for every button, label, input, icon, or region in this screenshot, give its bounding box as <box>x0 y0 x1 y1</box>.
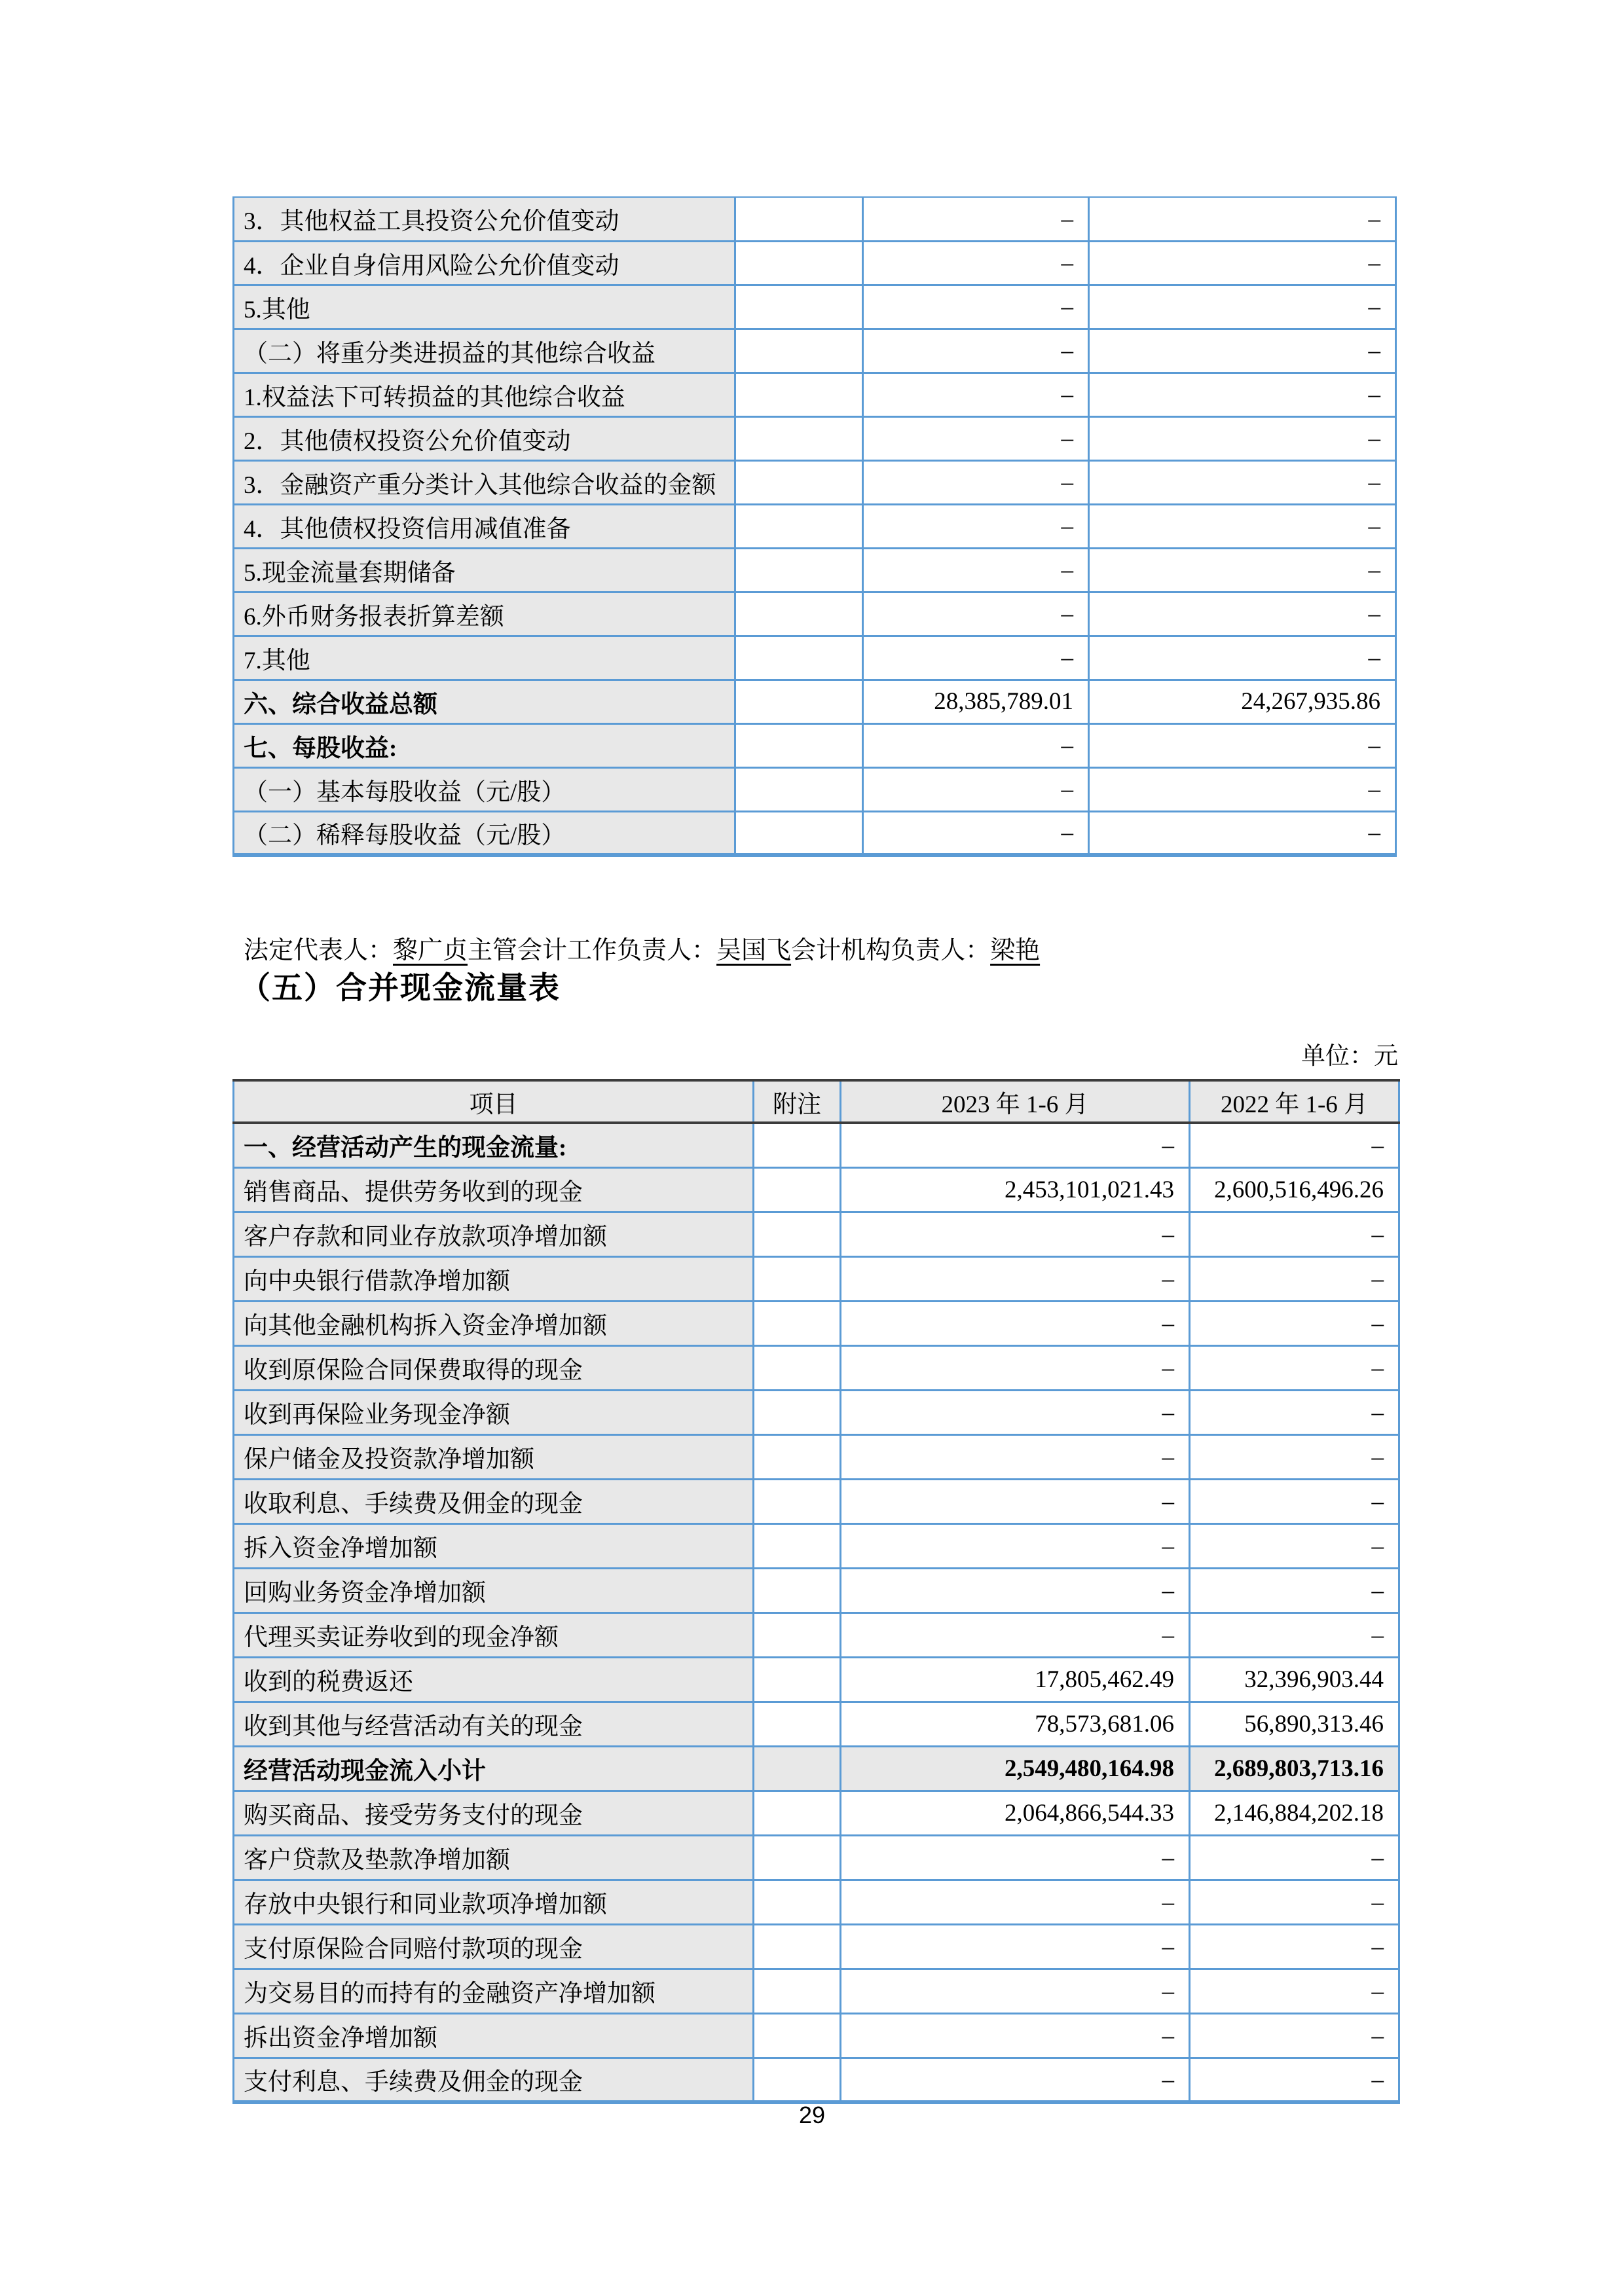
row-note-cell <box>735 504 863 548</box>
row-label: 5.其他 <box>234 285 735 329</box>
row-value-prior-period: – <box>1190 1880 1399 1924</box>
row-value-prior-period: – <box>1190 1613 1399 1657</box>
row-label: 购买商品、接受劳务支付的现金 <box>234 1791 754 1835</box>
row-value-current-period: – <box>863 592 1089 636</box>
row-note-cell <box>735 460 863 504</box>
row-label: 客户贷款及垫款净增加额 <box>234 1835 754 1880</box>
table-row <box>234 1924 1399 1969</box>
row-label: 1.权益法下可转损益的其他综合收益 <box>234 373 735 416</box>
row-value-prior-period: – <box>1190 1568 1399 1613</box>
row-label: 4．其他债权投资信用减值准备 <box>234 504 735 548</box>
row-note-cell <box>735 680 863 723</box>
row-value-prior-period: – <box>1190 1256 1399 1301</box>
row-value-current-period: – <box>841 1880 1190 1924</box>
row-value-prior-period: – <box>1089 767 1396 811</box>
row-note-cell <box>754 2058 841 2102</box>
row-label: 客户存款和同业存放款项净增加额 <box>234 1212 754 1256</box>
table-row <box>234 1880 1399 1924</box>
consolidated-cash-flow-table <box>232 1079 1400 2104</box>
row-value-prior-period: – <box>1190 1924 1399 1969</box>
row-note-cell <box>754 1613 841 1657</box>
row-note-cell <box>735 329 863 373</box>
row-label: 3．金融资产重分类计入其他综合收益的金额 <box>234 460 735 504</box>
row-note-cell <box>754 1256 841 1301</box>
table-row <box>234 1212 1399 1256</box>
row-value-prior-period: – <box>1190 2058 1399 2102</box>
row-value-prior-period: 24,267,935.86 <box>1089 680 1396 723</box>
row-value-current-period: – <box>841 2013 1190 2058</box>
row-value-prior-period: – <box>1190 1969 1399 2013</box>
legal-representative-label: 法定代表人： <box>244 937 394 964</box>
row-note-cell <box>754 1167 841 1212</box>
row-note-cell <box>735 241 863 285</box>
row-note-cell <box>754 1123 841 1167</box>
row-note-cell <box>735 723 863 767</box>
row-label: 为交易目的而持有的金融资产净增加额 <box>234 1969 754 2013</box>
row-note-cell <box>754 1791 841 1835</box>
row-label: 回购业务资金净增加额 <box>234 1568 754 1613</box>
row-label: 七、每股收益: <box>234 723 735 767</box>
column-header-2022: 2022 年 1-6 月 <box>1190 1080 1399 1123</box>
row-value-current-period: – <box>863 767 1089 811</box>
row-value-current-period: 17,805,462.49 <box>841 1657 1190 1702</box>
table-row <box>234 1969 1399 2013</box>
row-label: 收到原保险合同保费取得的现金 <box>234 1345 754 1390</box>
signatories-line <box>244 930 1040 966</box>
row-label: 存放中央银行和同业款项净增加额 <box>234 1880 754 1924</box>
row-note-cell <box>735 373 863 416</box>
row-value-current-period: 28,385,789.01 <box>863 680 1089 723</box>
row-value-current-period: – <box>841 1123 1190 1167</box>
row-label: 7.其他 <box>234 636 735 680</box>
table-row <box>234 416 1396 460</box>
row-value-current-period: – <box>841 1523 1190 1568</box>
row-value-prior-period: – <box>1089 723 1396 767</box>
row-note-cell <box>754 1924 841 1969</box>
row-value-prior-period: – <box>1089 811 1396 855</box>
row-note-cell <box>754 2013 841 2058</box>
row-value-prior-period: 2,689,803,713.16 <box>1190 1746 1399 1791</box>
row-label: 向中央银行借款净增加额 <box>234 1256 754 1301</box>
row-value-current-period: – <box>841 1390 1190 1434</box>
row-value-prior-period: – <box>1089 592 1396 636</box>
row-label: 收到的税费返还 <box>234 1657 754 1702</box>
row-value-current-period: – <box>841 1568 1190 1613</box>
row-note-cell <box>735 811 863 855</box>
table-row <box>234 1791 1399 1835</box>
row-value-current-period: – <box>863 416 1089 460</box>
table-row <box>234 2058 1399 2102</box>
row-value-current-period: – <box>841 1301 1190 1345</box>
table-row <box>234 1702 1399 1746</box>
row-value-current-period: – <box>841 1613 1190 1657</box>
table-row <box>234 1345 1399 1390</box>
accounting-head-name: 梁艳 <box>990 937 1041 964</box>
row-value-prior-period: 56,890,313.46 <box>1190 1702 1399 1746</box>
section-title: （五）合并现金流量表 <box>240 970 561 1005</box>
table-row <box>234 767 1396 811</box>
row-value-current-period: – <box>863 811 1089 855</box>
row-value-current-period: – <box>841 1924 1190 1969</box>
row-value-prior-period: – <box>1190 1345 1399 1390</box>
row-note-cell <box>754 1880 841 1924</box>
table-row <box>234 1657 1399 1702</box>
row-value-current-period: – <box>863 241 1089 285</box>
table-row <box>234 1434 1399 1479</box>
row-note-cell <box>754 1523 841 1568</box>
row-note-cell <box>754 1212 841 1256</box>
row-note-cell <box>754 1702 841 1746</box>
row-value-prior-period: – <box>1190 1835 1399 1880</box>
row-value-current-period: – <box>863 329 1089 373</box>
table-row <box>234 1523 1399 1568</box>
row-value-prior-period: – <box>1089 197 1396 241</box>
row-value-prior-period: 2,600,516,496.26 <box>1190 1167 1399 1212</box>
row-label: 经营活动现金流入小计 <box>234 1746 754 1791</box>
row-value-current-period: 78,573,681.06 <box>841 1702 1190 1746</box>
row-label: 保户储金及投资款净增加额 <box>234 1434 754 1479</box>
table-row <box>234 504 1396 548</box>
table-row <box>234 1746 1399 1791</box>
row-value-current-period: 2,453,101,021.43 <box>841 1167 1190 1212</box>
accounting-head-label: 会计机构负责人： <box>791 937 991 964</box>
row-label: 六、综合收益总额 <box>234 680 735 723</box>
row-value-prior-period: – <box>1190 1390 1399 1434</box>
row-label: 拆出资金净增加额 <box>234 2013 754 2058</box>
row-value-prior-period: – <box>1089 241 1396 285</box>
row-value-current-period: – <box>841 1434 1190 1479</box>
row-note-cell <box>754 1746 841 1791</box>
row-label: 向其他金融机构拆入资金净增加额 <box>234 1301 754 1345</box>
row-label: 支付原保险合同赔付款项的现金 <box>234 1924 754 1969</box>
row-value-current-period: – <box>863 373 1089 416</box>
table-row <box>234 592 1396 636</box>
row-label: 支付利息、手续费及佣金的现金 <box>234 2058 754 2102</box>
table-row <box>234 460 1396 504</box>
row-value-prior-period: – <box>1190 1434 1399 1479</box>
row-value-prior-period: – <box>1190 1301 1399 1345</box>
row-label: 收到其他与经营活动有关的现金 <box>234 1702 754 1746</box>
row-value-prior-period: – <box>1089 373 1396 416</box>
row-label: （一）基本每股收益（元/股） <box>234 767 735 811</box>
row-value-current-period: 2,064,866,544.33 <box>841 1791 1190 1835</box>
row-value-current-period: – <box>863 460 1089 504</box>
row-note-cell <box>754 1568 841 1613</box>
table-row <box>234 285 1396 329</box>
row-value-prior-period: 32,396,903.44 <box>1190 1657 1399 1702</box>
row-note-cell <box>735 767 863 811</box>
row-note-cell <box>754 1434 841 1479</box>
row-value-current-period: – <box>863 197 1089 241</box>
row-value-prior-period: – <box>1089 548 1396 592</box>
table-row <box>234 548 1396 592</box>
row-value-prior-period: – <box>1089 416 1396 460</box>
row-value-current-period: – <box>841 1479 1190 1523</box>
table-row <box>234 241 1396 285</box>
row-label: 收到再保险业务现金净额 <box>234 1390 754 1434</box>
row-value-prior-period: – <box>1190 1523 1399 1568</box>
table-row <box>234 373 1396 416</box>
row-label: 4．企业自身信用风险公允价值变动 <box>234 241 735 285</box>
row-note-cell <box>754 1301 841 1345</box>
row-note-cell <box>754 1345 841 1390</box>
row-value-prior-period: – <box>1089 329 1396 373</box>
table-row <box>234 1568 1399 1613</box>
row-value-current-period: – <box>841 1835 1190 1880</box>
row-value-prior-period: – <box>1089 504 1396 548</box>
row-value-prior-period: – <box>1190 1479 1399 1523</box>
row-note-cell <box>735 197 863 241</box>
row-value-prior-period: 2,146,884,202.18 <box>1190 1791 1399 1835</box>
row-note-cell <box>735 416 863 460</box>
column-header-2023: 2023 年 1-6 月 <box>841 1080 1190 1123</box>
table-row <box>234 197 1396 241</box>
table-row <box>234 1301 1399 1345</box>
row-value-prior-period: – <box>1089 285 1396 329</box>
row-value-current-period: – <box>841 2058 1190 2102</box>
column-header-item: 项目 <box>234 1080 754 1123</box>
row-label: 拆入资金净增加额 <box>234 1523 754 1568</box>
row-note-cell <box>735 548 863 592</box>
page-number: 29 <box>798 2102 826 2128</box>
row-value-current-period: – <box>841 1212 1190 1256</box>
row-value-current-period: – <box>841 1256 1190 1301</box>
row-label: 收取利息、手续费及佣金的现金 <box>234 1479 754 1523</box>
table-header-row <box>234 1080 1399 1123</box>
table-row <box>234 1123 1399 1167</box>
row-label: 6.外币财务报表折算差额 <box>234 592 735 636</box>
unit-label: 单位：元 <box>1301 1043 1398 1070</box>
row-note-cell <box>735 285 863 329</box>
table-row <box>234 1479 1399 1523</box>
row-label: （二）稀释每股收益（元/股） <box>234 811 735 855</box>
table-row <box>234 1167 1399 1212</box>
row-note-cell <box>754 1390 841 1434</box>
row-value-current-period: – <box>841 1345 1190 1390</box>
row-label: 5.现金流量套期储备 <box>234 548 735 592</box>
row-label: 2．其他债权投资公允价值变动 <box>234 416 735 460</box>
row-value-prior-period: – <box>1089 636 1396 680</box>
chief-accountant-name: 吴国飞 <box>716 937 792 964</box>
row-note-cell <box>754 1835 841 1880</box>
table-row <box>234 2013 1399 2058</box>
row-label: 一、经营活动产生的现金流量: <box>234 1123 754 1167</box>
row-value-current-period: – <box>863 548 1089 592</box>
row-note-cell <box>735 636 863 680</box>
comprehensive-income-continuation-table <box>232 196 1397 857</box>
legal-representative-name: 黎广贞 <box>393 937 468 964</box>
row-note-cell <box>754 1479 841 1523</box>
table-row <box>234 1390 1399 1434</box>
row-value-prior-period: – <box>1190 1212 1399 1256</box>
row-label: 销售商品、提供劳务收到的现金 <box>234 1167 754 1212</box>
table-row <box>234 1256 1399 1301</box>
table-row <box>234 680 1396 723</box>
table-row <box>234 1835 1399 1880</box>
table-row <box>234 636 1396 680</box>
table-row <box>234 329 1396 373</box>
row-value-current-period: – <box>863 504 1089 548</box>
row-note-cell <box>735 592 863 636</box>
row-value-current-period: – <box>863 636 1089 680</box>
row-value-current-period: 2,549,480,164.98 <box>841 1746 1190 1791</box>
row-label: 代理买卖证券收到的现金净额 <box>234 1613 754 1657</box>
row-value-prior-period: – <box>1190 2013 1399 2058</box>
row-note-cell <box>754 1657 841 1702</box>
row-note-cell <box>754 1969 841 2013</box>
table-row <box>234 723 1396 767</box>
row-value-prior-period: – <box>1089 460 1396 504</box>
row-value-current-period: – <box>863 285 1089 329</box>
row-label: 3．其他权益工具投资公允价值变动 <box>234 197 735 241</box>
row-value-current-period: – <box>863 723 1089 767</box>
chief-accountant-label: 主管会计工作负责人： <box>468 937 717 964</box>
column-header-note: 附注 <box>754 1080 841 1123</box>
row-value-current-period: – <box>841 1969 1190 2013</box>
row-label: （二）将重分类进损益的其他综合收益 <box>234 329 735 373</box>
row-value-prior-period: – <box>1190 1123 1399 1167</box>
table-row <box>234 811 1396 855</box>
table-row <box>234 1613 1399 1657</box>
